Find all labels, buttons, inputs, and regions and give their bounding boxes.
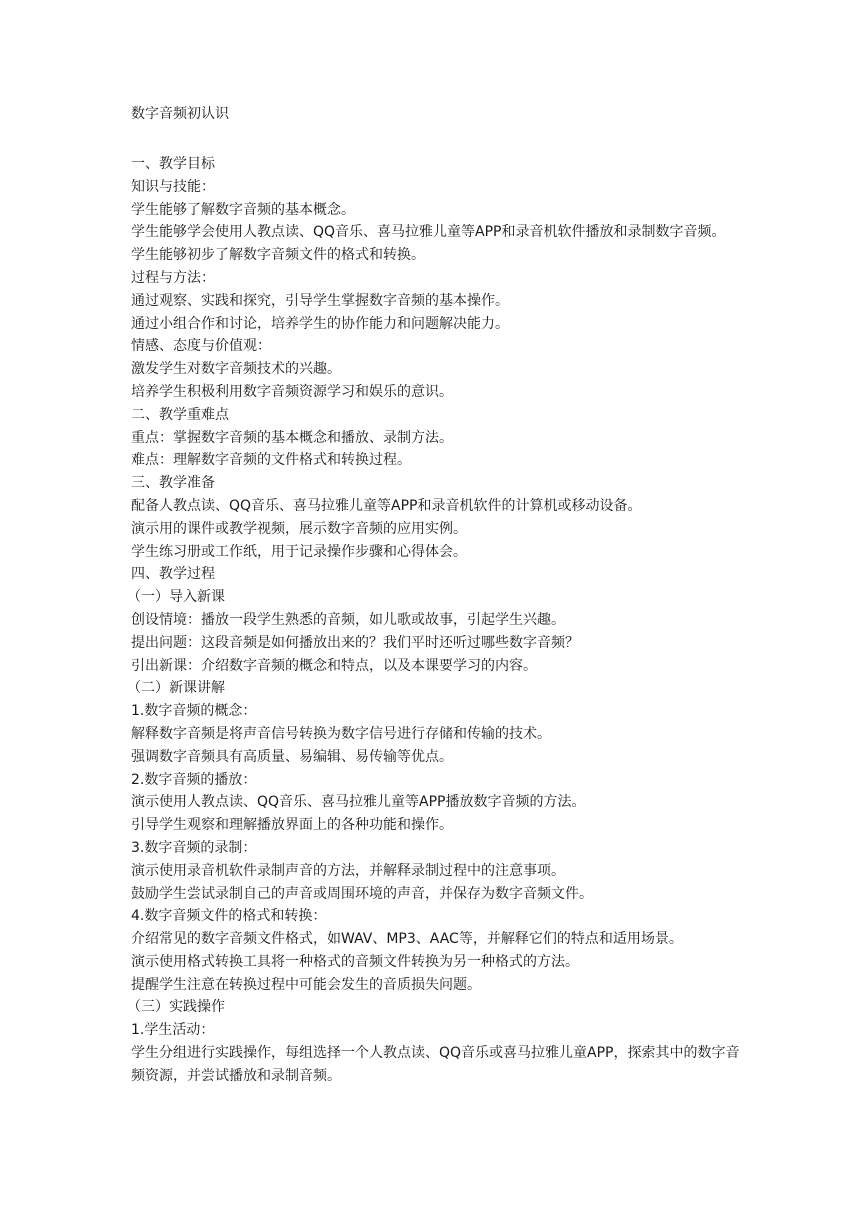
document-page [127, 103, 741, 1088]
paragraph-line: 提出问题：这段音频是如何播放出来的？我们平时还听过哪些数字音频？ [131, 634, 579, 651]
paragraph-line: 引导学生观察和理解播放界面上的各种功能和操作。 [131, 817, 453, 834]
paragraph-line: 演示使用录音机软件录制声音的方法，并解释录制过程中的注意事项。 [131, 862, 565, 879]
numbered-heading: 1.学生活动： [131, 1022, 215, 1039]
paragraph-line: 培养学生积极利用数字音频资源学习和娱乐的意识。 [131, 383, 453, 400]
paragraph-line: 演示使用人教点读、QQ音乐、喜马拉雅儿童等APP播放数字音频的方法。 [131, 794, 586, 811]
subheading-new-lesson: （二）新课讲解 [127, 680, 225, 697]
section-heading-process: 四、教学过程 [131, 566, 215, 583]
section-heading-key-points: 二、教学重难点 [131, 406, 229, 423]
paragraph-line: 强调数字音频具有高质量、易编辑、易传输等优点。 [131, 748, 453, 765]
numbered-heading: 2.数字音频的播放： [131, 771, 257, 788]
paragraph-line: 学生能够初步了解数字音频文件的格式和转换。 [131, 247, 425, 264]
subheading-practice: （三）实践操作 [127, 999, 225, 1016]
numbered-heading: 3.数字音频的录制： [131, 839, 257, 856]
paragraph-line: 提醒学生注意在转换过程中可能会发生的音质损失问题。 [131, 976, 481, 993]
paragraph-line: 难点：理解数字音频的文件格式和转换过程。 [131, 452, 411, 469]
paragraph-line: 学生能够了解数字音频的基本概念。 [131, 201, 355, 218]
paragraph-line: 通过小组合作和讨论，培养学生的协作能力和问题解决能力。 [131, 315, 509, 332]
paragraph-line: 引出新课：介绍数字音频的概念和特点，以及本课要学习的内容。 [131, 657, 537, 674]
paragraph-line: 学生分组进行实践操作，每组选择一个人教点读、QQ音乐或喜马拉雅儿童APP，探索其中的数字音频资源，并尝试播放和录制音频。 [131, 1045, 740, 1084]
section-heading-preparation: 三、教学准备 [131, 475, 215, 492]
numbered-heading: 1.数字音频的概念： [131, 703, 257, 720]
paragraph-line: 激发学生对数字音频技术的兴趣。 [131, 361, 341, 378]
paragraph-line: 创设情境：播放一段学生熟悉的音频，如儿歌或故事，引起学生兴趣。 [131, 611, 565, 628]
subheading-intro: （一）导入新课 [127, 589, 225, 606]
paragraph-line: 演示使用格式转换工具将一种格式的音频文件转换为另一种格式的方法。 [131, 953, 579, 970]
section-heading-objectives: 一、教学目标 [131, 156, 215, 172]
paragraph-line: 演示用的课件或教学视频，展示数字音频的应用实例。 [131, 520, 467, 537]
paragraph-line: 学生能够学会使用人教点读、QQ音乐、喜马拉雅儿童等APP和录音机软件播放和录制数字音频。 [131, 224, 726, 241]
subheading-emotion-values: 情感、态度与价值观： [131, 338, 271, 355]
paragraph-line: 通过观察、实践和探究，引导学生掌握数字音频的基本操作。 [131, 292, 509, 309]
subheading-process-method: 过程与方法： [131, 269, 215, 286]
numbered-heading: 4.数字音频文件的格式和转换： [131, 908, 327, 925]
document-body [127, 153, 741, 1088]
paragraph-line: 学生练习册或工作纸，用于记录操作步骤和心得体会。 [131, 543, 467, 560]
document-title: 数字音频初认识 [131, 106, 229, 122]
subheading-knowledge-skills: 知识与技能： [131, 178, 215, 195]
paragraph-line: 鼓励学生尝试录制自己的声音或周围环境的声音，并保存为数字音频文件。 [131, 885, 593, 902]
paragraph-line: 解释数字音频是将声音信号转换为数字信号进行存储和传输的技术。 [131, 725, 551, 742]
paragraph-line: 介绍常见的数字音频文件格式，如WAV、MP3、AAC等，并解释它们的特点和适用场景。 [131, 931, 683, 948]
paragraph-line: 配备人教点读、QQ音乐、喜马拉雅儿童等APP和录音机软件的计算机或移动设备。 [131, 497, 642, 514]
paragraph-line: 重点：掌握数字音频的基本概念和播放、录制方法。 [131, 429, 453, 446]
